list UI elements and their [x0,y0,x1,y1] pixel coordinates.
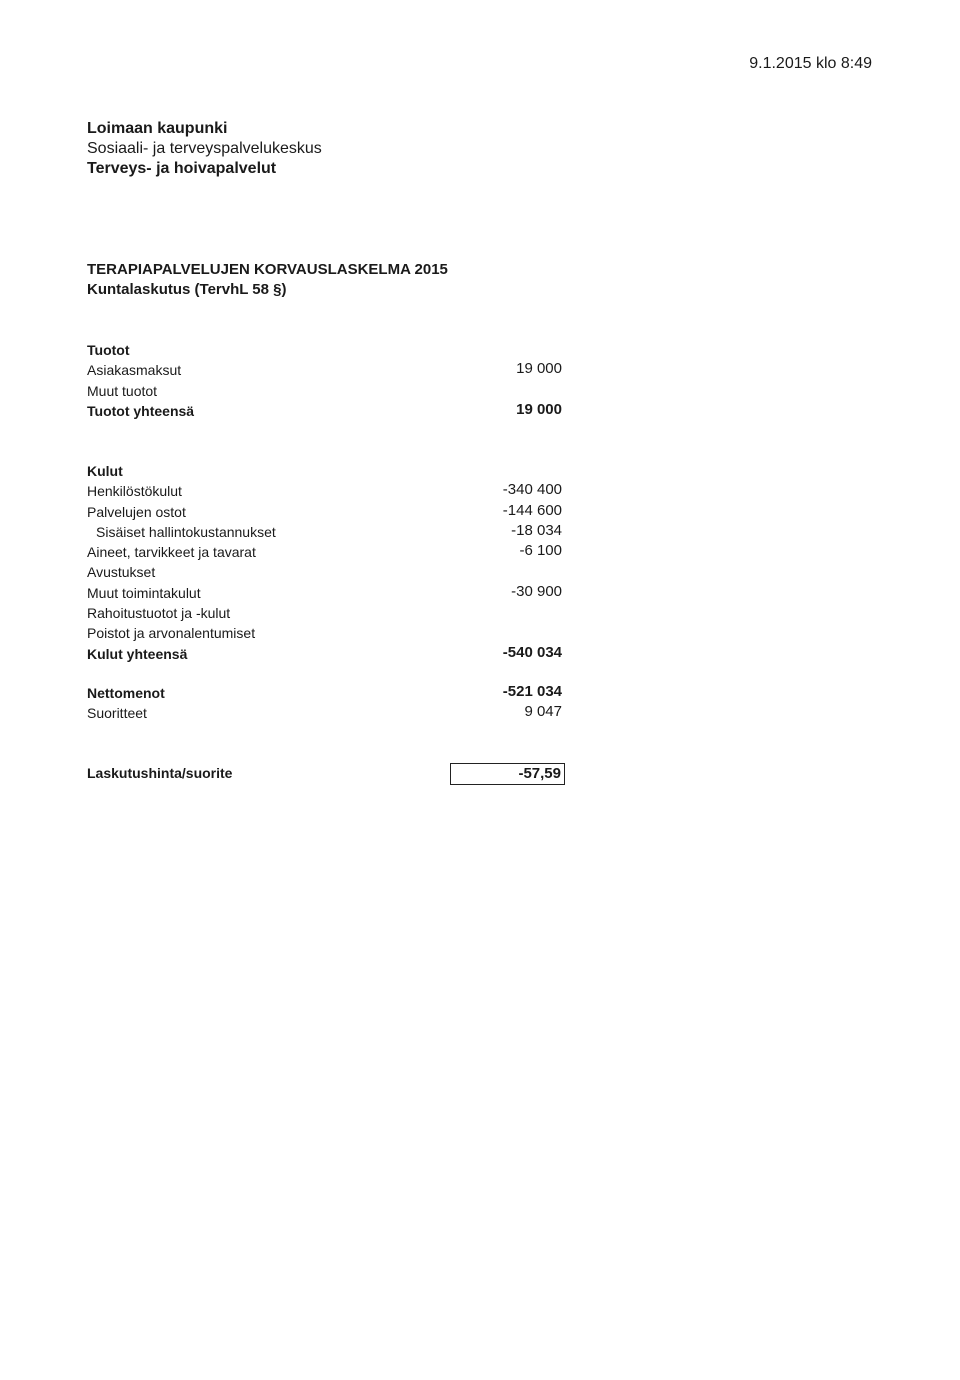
income-heading-row [87,340,562,360]
unit-name: Terveys- ja hoivapalvelut [87,160,277,177]
row-label: Muut tuotot [87,382,158,399]
performances-value: 9 047 [524,703,562,721]
row-label: Sisäiset hallintokustannukset [96,523,276,540]
row-value: -18 034 [511,521,562,539]
row-value: -6 100 [519,542,562,560]
department-name: Sosiaali- ja terveyspalvelukeskus [87,140,322,157]
row-label: Avustukset [87,564,156,581]
expense-row [87,542,562,562]
organization-name: Loimaan kaupunki [87,120,228,137]
performances-row [87,703,562,723]
row-label: Palvelujen ostot [87,503,186,520]
expense-row [87,481,562,501]
expenses-section [87,461,562,664]
expenses-total-label: Kulut yhteensä [87,645,188,662]
billing-result [87,763,567,785]
expenses-total-row [87,644,562,664]
title-main: TERAPIAPALVELUJEN KORVAUSLASKELMA 2015 [87,261,448,278]
income-section [87,340,562,421]
row-value: 19 000 [516,360,562,378]
row-label: Muut toimintakulut [87,584,201,601]
billing-value-box: -57,59 [450,763,565,785]
expenses-heading-row [87,461,562,481]
billing-label: Laskutushinta/suorite [87,765,233,781]
income-row [87,381,562,401]
income-total-value: 19 000 [516,400,562,418]
row-value: -144 600 [502,501,562,519]
income-heading: Tuotot [87,342,130,358]
organization-header [87,119,322,179]
expenses-heading: Kulut [87,463,123,479]
income-row [87,360,562,380]
expense-row [87,603,562,623]
expenses-total-value: -540 034 [502,643,562,661]
row-value: -340 400 [502,481,562,499]
net-costs-value: -521 034 [502,683,562,700]
income-total-label: Tuotot yhteensä [87,402,195,419]
row-label: Poistot ja arvonalentumiset [87,625,256,642]
summary-section [87,683,562,724]
row-label: Aineet, tarvikkeet ja tavarat [87,544,256,561]
title-sub: Kuntalaskutus (TervhL 58 §) [87,281,287,298]
row-value: -30 900 [511,582,562,600]
row-label: Asiakasmaksut [87,362,182,379]
expense-row [87,623,562,643]
net-costs-label: Nettomenot [87,685,165,701]
row-label: Henkilöstökulut [87,483,182,500]
net-costs-row [87,683,562,703]
expense-row [87,522,562,542]
expense-row [87,562,562,582]
expense-row [87,502,562,522]
performances-label: Suoritteet [87,705,147,722]
document-title [87,260,448,300]
timestamp: 9.1.2015 klo 8:49 [749,55,872,72]
row-label: Rahoitustuotot ja -kulut [87,605,231,622]
income-total-row [87,401,562,421]
expense-row [87,583,562,603]
